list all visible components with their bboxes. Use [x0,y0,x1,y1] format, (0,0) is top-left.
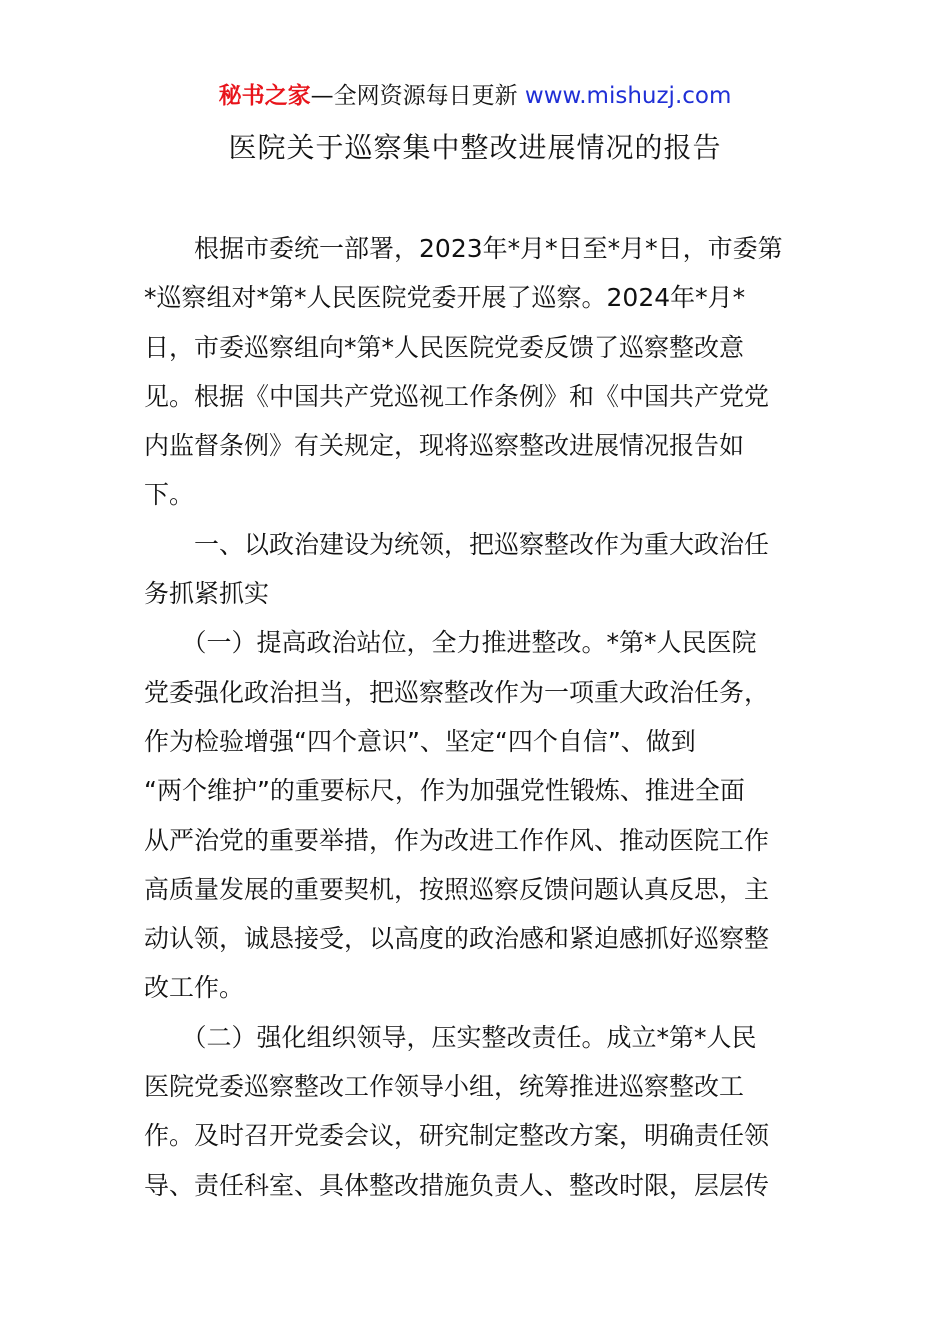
body-line: *巡察组对*第*人民医院党委开展了巡察。2024年*月* [144,283,746,313]
body-line: 党委强化政治担当，把巡察整改作为一项重大政治任务， [144,677,770,707]
body-line: 动认领，诚恳接受，以高度的政治感和紧迫感抓好巡察整 [144,924,770,954]
body-line: 医院党委巡察整改工作领导小组，统筹推进巡察整改工 [144,1072,745,1102]
body-line: 根据市委统一部署，2023年*月*日至*月*日，市委第 [144,234,783,263]
document-body [144,224,806,1210]
site-tagline: —全网资源每日更新 [310,83,518,109]
body-line: 改工作。 [144,973,245,1003]
document-title: 医院关于巡察集中整改进展情况的报告 [228,131,722,164]
site-brand: 秘书之家 [218,83,311,109]
body-line: 从严治党的重要举措，作为改进工作作风、推动医院工作 [144,825,770,855]
body-line: 日，市委巡察组向*第*人民医院党委反馈了巡察整改意 [144,332,745,362]
body-line: （二）强化组织领导，压实整改责任。成立*第*人民 [144,1022,757,1052]
body-line: 见。根据《中国共产党巡视工作条例》和《中国共产党党 [144,381,770,411]
section-heading-line: 务抓紧抓实 [144,579,270,609]
site-header [0,80,950,112]
body-line: 作。及时召开党委会议，研究制定整改方案，明确责任领 [144,1121,770,1151]
body-line: 高质量发展的重要契机，按照巡察反馈问题认真反思，主 [144,874,770,904]
body-line: （一）提高政治站位，全力推进整改。*第*人民医院 [144,628,757,658]
body-line: 导、责任科室、具体整改措施负责人、整改时限，层层传 [144,1170,770,1200]
site-url-link[interactable]: www.mishuzj.com [524,83,732,109]
section-heading-line: 一、以政治建设为统领，把巡察整改作为重大政治任 [144,529,770,559]
body-line: 作为检验增强“四个意识”、坚定“四个自信”、做到 [144,726,696,756]
body-line: “两个维护”的重要标尺，作为加强党性锻炼、推进全面 [144,776,745,806]
body-line: 内监督条例》有关规定，现将巡察整改进展情况报告如 [144,431,745,461]
body-line: 下。 [144,480,195,510]
